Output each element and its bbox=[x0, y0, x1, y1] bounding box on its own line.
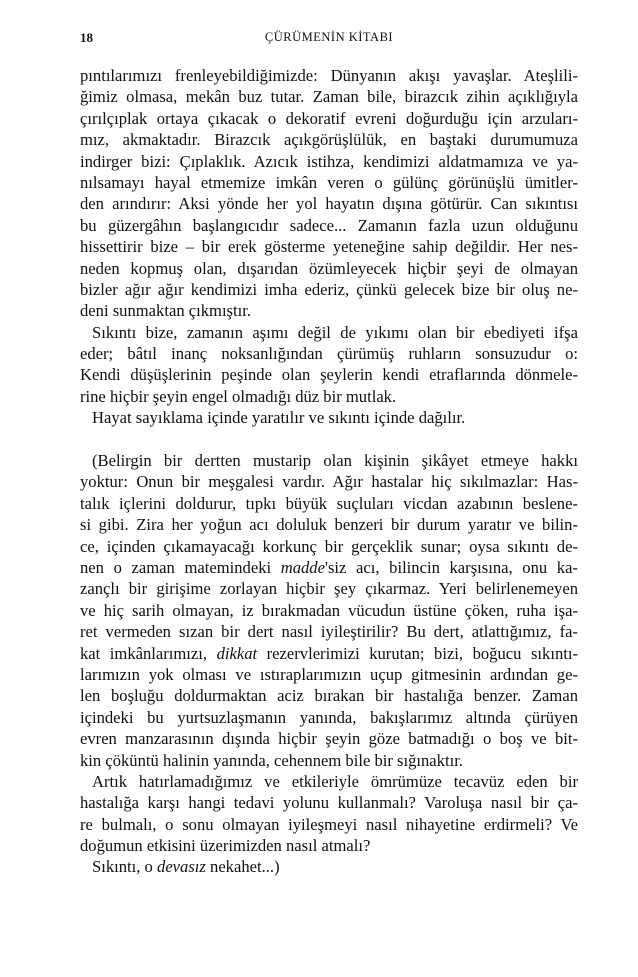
text-line: talık içlerini doldurur, tıpkı büyük suçluları vicdan azabının beslene- bbox=[80, 493, 578, 513]
text-line: eder; bâtıl inanç noksanlığından çürümüş ruhların sonsuzudur o: bbox=[80, 344, 578, 364]
text-line: çırılçıplak ortaya çıkacak o dekoratif evreni doğurduğu için arzuları- bbox=[80, 108, 578, 128]
text-line: Sıkıntı bize, zamanın aşımı değil de yıkımı olan bir ebediyeti ifşa bbox=[92, 322, 578, 342]
emphasis: devasız bbox=[157, 857, 206, 877]
text-line: nılsamayı hayal etmemize imkân veren o gülünç görünüşlü ümitler- bbox=[80, 172, 578, 192]
body-text bbox=[80, 65, 578, 878]
page-number: 18 bbox=[80, 30, 93, 45]
page-header bbox=[80, 30, 578, 52]
text-line: zançlı bir girişime zorlayan hiçbir şey çıkarmaz. Yeri belirlenemeyen bbox=[80, 579, 578, 599]
text-line: ret vermeden sızan bir dert nasıl iyileştirilir? Bu dert, atlattığımız, fa- bbox=[80, 622, 578, 642]
text-line: pıntılarımızı frenleyebildiğimizde: Dünyanın akışı yavaşlar. Ateşlili- bbox=[80, 66, 578, 85]
text-line: evren manzarasının dışında hiçbir şeyin göze batmadığı o boş ve bit- bbox=[80, 729, 578, 749]
text-line: bu güzergâhın başlangıcıdır sadece... Zamanın fazla uzun olduğunu bbox=[80, 215, 578, 235]
text-line: den arındırır: Aksi yönde her yol hayatın dışına götürür. Can sıkıntısı bbox=[80, 194, 578, 214]
text-line: Sıkıntı, o devasız nekahet...) bbox=[92, 857, 280, 877]
text-line: hastalığa karşı hangi tedavi yolunu kullanmalı? Varoluşa nasıl bir ça- bbox=[80, 793, 578, 813]
text-line: si gibi. Zira her yoğun acı doluluk benzeri bir durum yaratır ve bilin- bbox=[80, 515, 578, 535]
text-line: len boşluğu doldurmaktan aciz bırakan bir hastalığa benzer. Zaman bbox=[80, 686, 578, 706]
text-line: Hayat sayıklama içinde yaratılır ve sıkıntı içinde dağılır. bbox=[92, 408, 466, 428]
text-line: mız, akmaktadır. Birazcık açıkgörüşlülük, en baştaki durumumuza bbox=[80, 130, 578, 150]
text-line: ce, içinden çıkamayacağı korkunç bir gerçeklik sunar; oysa sıkıntı de- bbox=[80, 536, 578, 556]
text-line: kin çöküntü halinin yanında, cehennem bile bir sığınaktır. bbox=[80, 750, 463, 770]
text-line: yoktur: Onun bir meşgalesi vardır. Ağır hastalar hiç sıkılmazlar: Has- bbox=[80, 472, 578, 492]
text-line: nen o zaman matemindeki madde'siz acı, bilincin karşısına, onu ka- bbox=[80, 557, 578, 577]
text-line: kat imkânlarımızı, dikkat rezervlerimizi kurutan; bizi, boğucu sıkıntı- bbox=[80, 643, 578, 663]
text-line: ğimiz olmasa, mekân buz tutar. Zaman bile, birazcık zihin açıklığıyla bbox=[80, 87, 578, 107]
text-line: bizler ağır ağır kendimizi imha ederiz, çünkü gelecek bize bir oluş ne- bbox=[80, 279, 578, 299]
text-line: doğumun etkisini üzerimizden nasıl atmalı? bbox=[80, 836, 371, 856]
emphasis: dikkat bbox=[216, 643, 258, 663]
text-line: içindeki bu yurtsuzlaşmanın yanında, bakışlarımız altında çürüyen bbox=[80, 707, 578, 727]
text-line: deni sunmaktan çıkmıştır. bbox=[80, 301, 251, 321]
text-line: larımızın yok olması ve ıstıraplarımızın uçup gitmesinin ardından ge- bbox=[80, 664, 578, 684]
text-line: re bulmalı, o sonu olmayan iyileşmeyi nasıl nihayetine erdirmeli? Ve bbox=[80, 814, 578, 834]
text-line: rine hiçbir şeyin engel olmadığı düz bir mutlak. bbox=[80, 386, 397, 406]
emphasis: madde bbox=[280, 557, 325, 577]
paragraph-gap bbox=[80, 429, 578, 450]
text-line: neden kopmuş olan, dışarıdan özümleyecek hiçbir şeyi de olmayan bbox=[80, 258, 578, 278]
text-line: Kendi düşüşlerinin peşinde olan şeylerin kendi etraflarında dönmele- bbox=[80, 365, 578, 385]
text-line: hissettirir bize – bir erek gösterme yeteneğine sahip değildir. Her nes- bbox=[80, 237, 578, 257]
text-line: (Belirgin bir dertten mustarip olan kişinin şikâyet etmeye hakkı bbox=[92, 451, 578, 471]
running-title: ÇÜRÜMENİN KİTABI bbox=[264, 30, 394, 44]
text-line: Artık hatırlamadığımız ve etkileriyle ömrümüze tecavüz eden bir bbox=[92, 771, 578, 791]
text-line: ve hiç sarih olmayan, iz bırakmadan vücudun üstüne çöken, ruha işa- bbox=[80, 600, 578, 620]
text-line: indirger bizi: Çıplaklık. Azıcık istihza, kendimizi aldatmamıza ve ya- bbox=[80, 151, 578, 171]
